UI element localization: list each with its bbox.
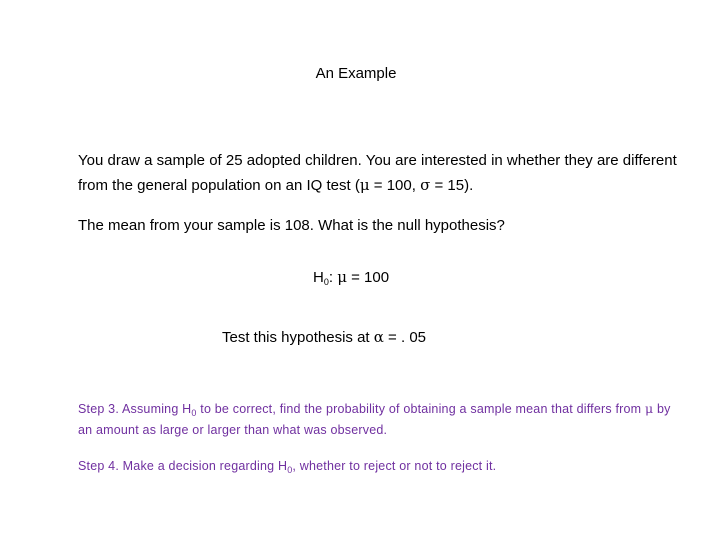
hypothesis-equation: = 100	[346, 269, 390, 286]
problem-text: You draw a sample of 25 adopted children. You are interested in whether they are different from the general population on an IQ test (	[78, 152, 677, 194]
step4-subscript: 0	[287, 465, 293, 475]
slide-title: An Example	[315, 65, 397, 82]
sample-mean-paragraph: The mean from your sample is 108. What is the null hypothesis?	[78, 217, 505, 234]
step4-text-after: , whether to reject or not to reject it.	[292, 459, 497, 473]
step4-text-before: Step 4. Make a decision regarding H	[78, 459, 288, 473]
step-4	[78, 456, 678, 477]
mu-value: = 100,	[369, 177, 421, 194]
step3-subscript: 0	[191, 408, 197, 418]
alpha-symbol: α	[373, 328, 384, 346]
alpha-value: = . 05	[383, 329, 427, 346]
step-3	[78, 398, 678, 441]
test-alpha-line	[222, 328, 426, 346]
problem-paragraph	[78, 149, 678, 198]
sigma-symbol: σ	[420, 176, 431, 194]
h-letter: H	[313, 269, 324, 286]
hypothesis-colon: :	[328, 269, 338, 286]
null-hypothesis	[313, 268, 389, 286]
step3-text-mid: to be correct, find the probability of obtaining a sample mean that differs from	[196, 402, 645, 416]
mu-symbol: μ	[359, 176, 370, 194]
h-subscript: 0	[323, 277, 329, 287]
step3-mu-symbol: μ	[644, 401, 654, 416]
sigma-value: = 15).	[430, 177, 474, 194]
test-text: Test this hypothesis at	[222, 329, 374, 346]
step3-text-before: Step 3. Assuming H	[78, 402, 192, 416]
step3-text-after: by an amount as large or larger than what was observed.	[78, 402, 671, 437]
hypothesis-mu-symbol: μ	[337, 268, 347, 286]
